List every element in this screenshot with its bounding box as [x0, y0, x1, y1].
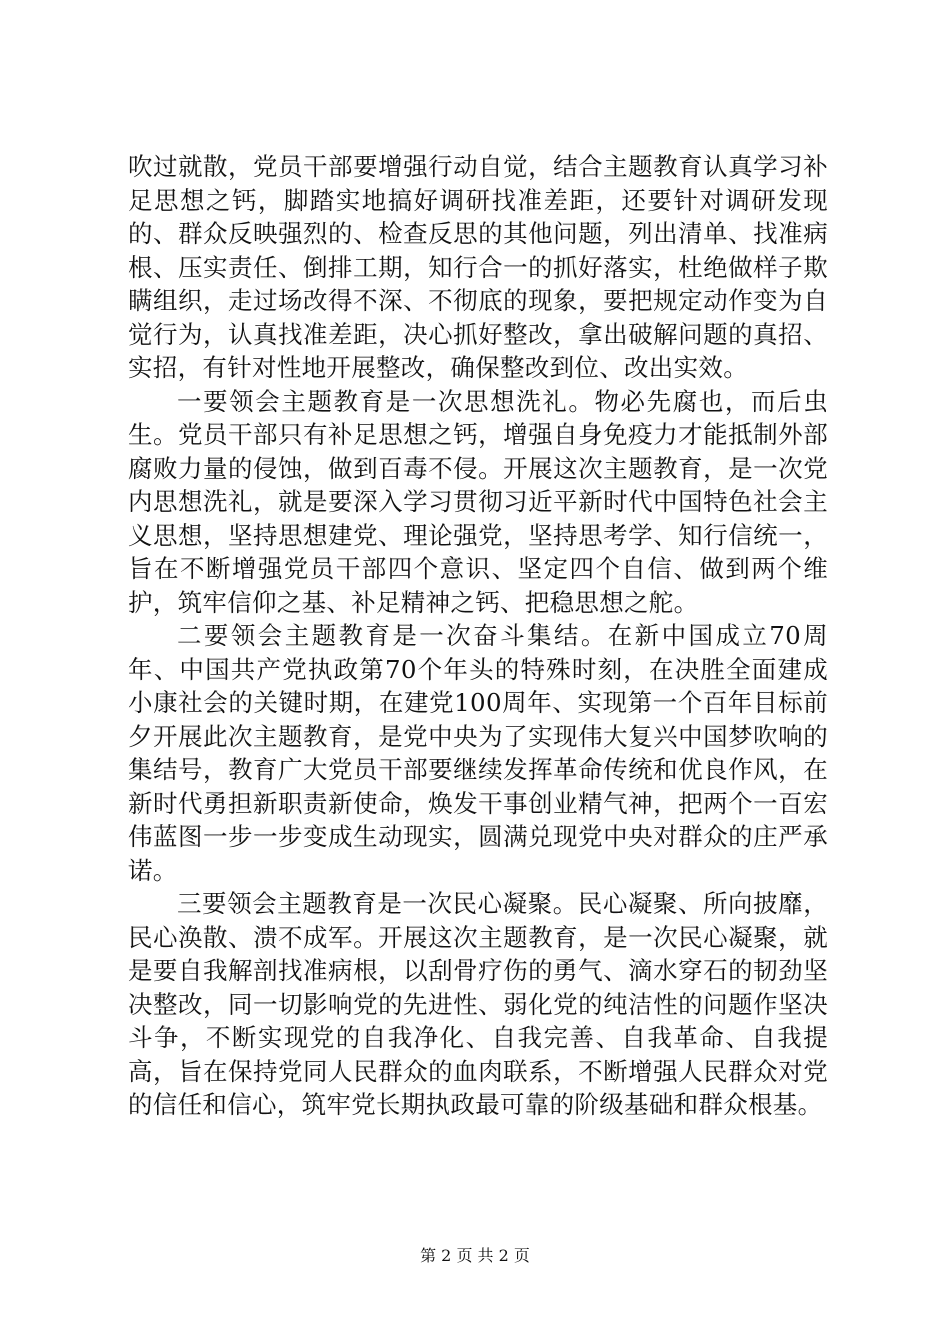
document-body	[128, 150, 828, 1122]
paragraph-popular-support: 三要领会主题教育是一次民心凝聚。民心凝聚、所向披靡，民心涣散、溃不成军。开展这次主题教育，是一次民心凝聚，就是要自我解剖找准病根，以刮骨疗伤的勇气、滴水穿石的韧劲坚决整改，同一切影响党的先进性、弱化党的纯洁性的问题作坚决斗争，不断实现党的自我净化、自我完善、自我革命、自我提高，旨在保持党同人民群众的血肉联系，不断增强人民群众对党的信任和信心，筑牢党长期执政最可靠的阶级基础和群众根基。	[128, 889, 828, 1119]
paragraph-continuation: 吹过就散，党员干部要增强行动自觉，结合主题教育认真学习补足思想之钙，脚踏实地搞好调研找准差距，还要针对调研发现的、群众反映强烈的、检查反思的其他问题，列出清单、找准病根、压实责任、倒排工期，知行合一的抓好落实，杜绝做样子欺瞒组织，走过场改得不深、不彻底的现象，要把规定动作变为自觉行为，认真找准差距，决心抓好整改，拿出破解问题的真招、实招，有针对性地开展整改，确保整改到位、改出实效。	[128, 152, 828, 382]
page-number-footer: 第 2 页 共 2 页	[420, 1246, 530, 1265]
paragraph-ideological-baptism: 一要领会主题教育是一次思想洗礼。物必先腐也，而后虫生。党员干部只有补足思想之钙，增强自身免疫力才能抵制外部腐败力量的侵蚀，做到百毒不侵。开展这次主题教育，是一次党内思想洗礼，就是要深入学习贯彻习近平新时代中国特色社会主义思想，坚持思想建党、理论强党，坚持思考学、知行信统一，旨在不断增强党员干部四个意识、坚定四个自信、做到两个维护，筑牢信仰之基、补足精神之钙、把稳思想之舵。	[128, 386, 828, 617]
paragraph-struggle-assembly: 二要领会主题教育是一次奋斗集结。在新中国成立70周年、中国共产党执政第70个年头的特殊时刻，在决胜全面建成小康社会的关键时期，在建党100周年、实现第一个百年目标前夕开展此次主题教育，是党中央为了实现伟大复兴中国梦吹响的集结号，教育广大党员干部要继续发挥革命传统和优良作风，在新时代勇担新职责新使命，焕发干事创业精气神，把两个一百宏伟蓝图一步一步变成生动现实，圆满兑现党中央对群众的庄严承诺。	[128, 621, 828, 885]
